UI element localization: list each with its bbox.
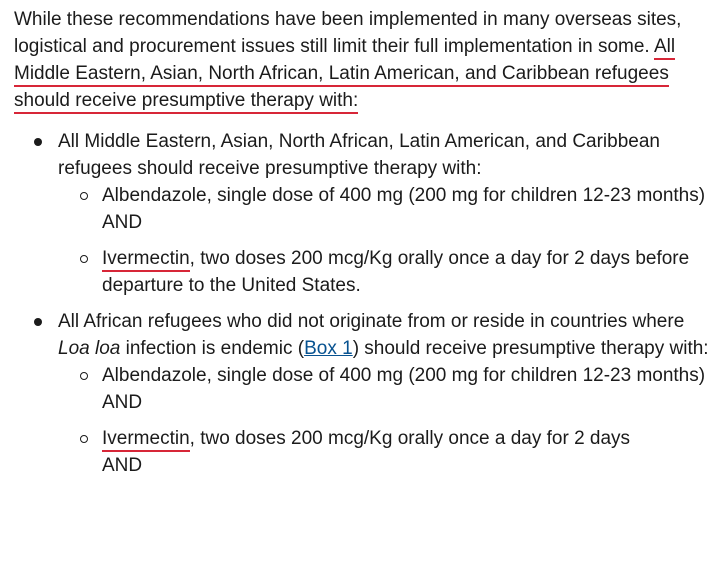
group-label: All Middle Eastern, Asian, North African, Latin American, and Caribbean refugees should receive presumptive therapy with: — [58, 131, 660, 179]
list-item — [58, 308, 719, 479]
drug-name-ivermectin: Ivermectin — [102, 428, 190, 452]
connector-text: AND — [102, 392, 143, 413]
list-item — [102, 182, 719, 236]
recommendation-list — [14, 128, 719, 479]
list-item — [102, 362, 719, 416]
intro-paragraph — [14, 6, 719, 114]
document-body — [14, 6, 719, 488]
ivermectin-text: , two doses 200 mcg/Kg orally once a day for 2 days before departure to the United States. — [102, 248, 690, 296]
group-label-end: ) should receive presumptive therapy with: — [352, 338, 709, 359]
highlighted-sentence: All Middle Eastern, Asian, North African, Latin American, and Caribbean refugees should receive presumptive therapy with: — [14, 36, 675, 114]
ivermectin-text: , two doses 200 mcg/Kg orally once a day for 2 days — [189, 428, 631, 449]
group-label-middle: infection is endemic ( — [120, 338, 305, 359]
list-item — [58, 128, 719, 299]
list-item — [102, 425, 719, 479]
list-item — [102, 245, 719, 299]
drug-name-ivermectin: Ivermectin — [102, 248, 190, 272]
albendazole-text: Albendazole, single dose of 400 mg (200 mg for children 12-23 months) — [102, 185, 706, 206]
therapy-sublist — [58, 362, 719, 479]
connector-text: AND — [102, 455, 143, 476]
group-label — [58, 311, 709, 359]
loa-loa-term: Loa loa — [58, 338, 121, 359]
box-1-link[interactable]: Box 1 — [304, 338, 353, 359]
therapy-sublist — [58, 182, 719, 299]
group-label-start: All African refugees who did not originate from or reside in countries where — [58, 311, 685, 332]
connector-text: AND — [102, 212, 143, 233]
intro-text: While these recommendations have been implemented in many overseas sites, logistical and procurement issues still limit their full implementation in some. — [14, 9, 682, 57]
albendazole-text: Albendazole, single dose of 400 mg (200 mg for children 12-23 months) — [102, 365, 706, 386]
